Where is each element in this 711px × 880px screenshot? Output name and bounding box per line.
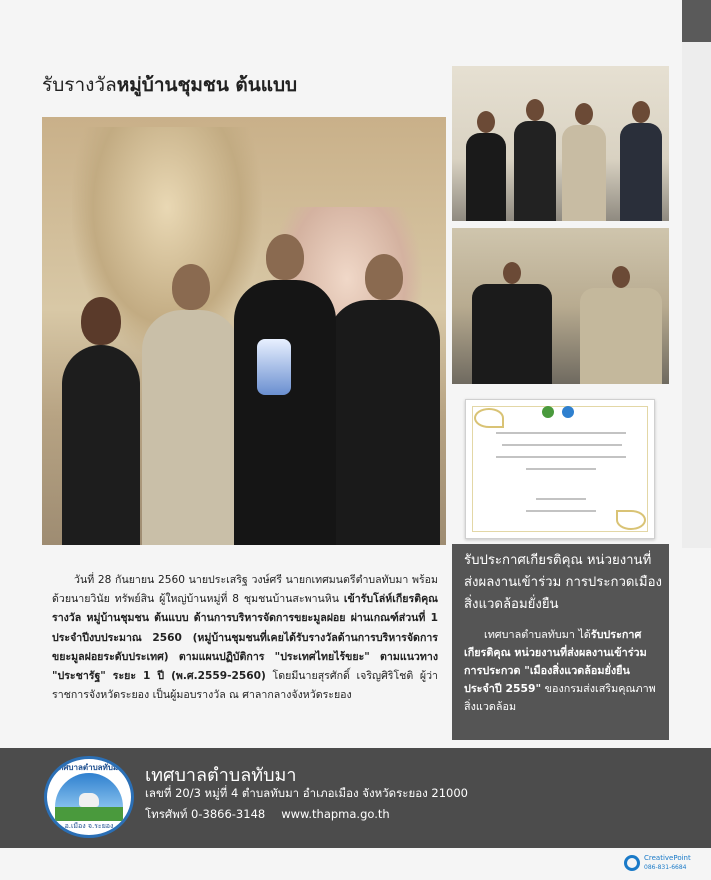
ceremony-photo-closeup (452, 228, 669, 384)
person-2 (514, 121, 556, 221)
flourish-icon (474, 408, 504, 428)
flourish-icon (616, 510, 646, 530)
printer-phone: 086-831-6684 (644, 864, 687, 871)
horse-icon (79, 793, 99, 807)
person-woman (62, 345, 140, 545)
logo-text-top: เทศบาลตำบลทับมา (55, 763, 123, 772)
person-3 (562, 125, 606, 221)
trophy-icon (257, 339, 291, 395)
article-part-1: วันที่ 28 กันยายน 2560 นายประเสริฐ วงษ์ศรี นายกเทศมนตรีตำบลทับมา พร้อมด้วยนายวินัย ทรัพย์สิน ผู้ใหญ่บ้านหมู่ที่ 8 ชุมชนบ้านสะพานหิน (52, 574, 438, 606)
info-body-bold: รับประกาศเกียรติคุณ หน่วยงานที่ส่งผลงานเข้าร่วมการประกวด "เมืองสิ่งแวดล้อมยั่งยืน ประจำปี 2559" (464, 628, 647, 695)
org-website-link[interactable]: www.thapma.go.th (281, 807, 390, 821)
person-awardee (472, 284, 552, 384)
org-contact (145, 806, 390, 824)
printer-logo-icon (624, 855, 640, 871)
info-box-title: รับประกาศเกียรติคุณ หน่วยงานที่ส่งผลงานเข้าร่วม การประกวดเมืองสิ่งแวดล้อมยั่งยืน (464, 553, 662, 612)
info-box-body (464, 626, 664, 716)
org-phone: โทรศัพท์ 0-3866-3148 (145, 807, 266, 821)
main-award-photo (42, 117, 446, 545)
person-governor (580, 288, 662, 384)
ceremony-photo-top (452, 66, 669, 221)
person-official (142, 310, 240, 545)
seal-icon (562, 406, 574, 418)
person-center (234, 280, 336, 545)
info-body-pre: เทศบาลตำบลทับมา ได้ (484, 628, 591, 641)
org-name: เทศบาลตำบลทับมา (145, 765, 297, 786)
printer-badge (624, 854, 694, 874)
page-headline (42, 70, 297, 100)
person-right (328, 300, 440, 545)
headline-bold: หมู่บ้านชุมชน ต้นแบบ (116, 74, 298, 96)
person-1 (466, 133, 506, 221)
seal-icon (542, 406, 554, 418)
municipality-logo (44, 756, 134, 838)
side-stripe (682, 0, 711, 548)
person-4 (620, 123, 662, 221)
printer-name: CreativePoint (644, 854, 691, 862)
info-box (452, 544, 669, 740)
article-part-2: โดยมีนายสุรศักดิ์ เจริญศิริโชติ ผู้ว่าราชการจังหวัดระยอง เป็นผู้มอบรางวัล ณ ศาลากลางจังหวัดระยอง (52, 670, 438, 702)
article-bold: เข้ารับโล่ห์เกียรติคุณรางวัล หมู่บ้านชุมชน ต้นแบบ ด้านการบริหารจัดการขยะมูลฝอย ผ่านเกณฑ์ส่วนที่ 1 ประจำปีงบประมาณ 2560 (หมู่บ้านชุมชนที่เคยได้รับรางวัลด้านการบริหารจัดการขยะมูลฝอยระดับประเทศ) ตามแผนปฏิบัติการ "ประเทศไทยไร้ขยะ" ตามแนวทาง "ประชารัฐ" ระยะ 1 ปี (พ.ศ.2559-2560) (52, 593, 438, 683)
side-stripe-accent (682, 0, 711, 42)
headline-light: รับรางวัล (42, 74, 117, 96)
certificate-image (465, 399, 655, 539)
info-body-post: ของกรมส่งเสริมคุณภาพสิ่งแวดล้อม (464, 682, 656, 713)
org-address: เลขที่ 20/3 หมู่ที่ 4 ตำบลทับมา อำเภอเมือง จังหวัดระยอง 21000 (145, 786, 468, 800)
article-body (52, 571, 438, 705)
logo-text-bottom: อ.เมือง จ.ระยอง (64, 822, 114, 830)
